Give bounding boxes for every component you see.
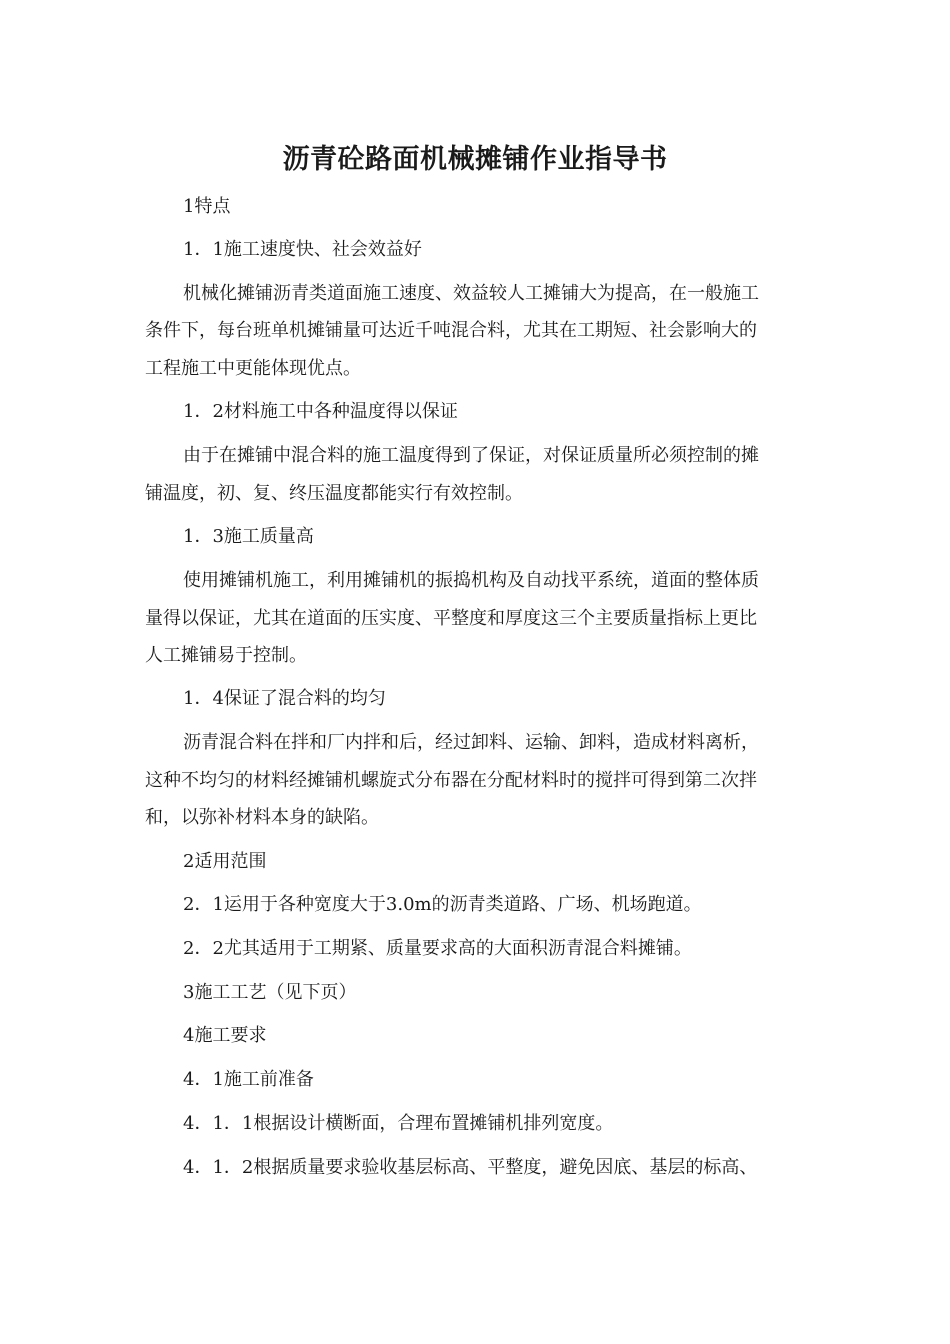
paragraph-line: 由于在摊铺中混合料的施工温度得到了保证，对保证质量所必须控制的摊 <box>183 445 759 466</box>
paragraph-line: 机械化摊铺沥青类道面施工速度、效益较人工摊铺大为提高，在一般施工 <box>183 283 759 304</box>
heading-3: 3施工工艺（见下页） <box>183 982 357 1003</box>
heading-1-1: 1．1施工速度快、社会效益好 <box>183 239 422 260</box>
paragraph-line: 量得以保证，尤其在道面的压实度、平整度和厚度这三个主要质量指标上更比 <box>145 608 757 629</box>
heading-4: 4施工要求 <box>183 1025 267 1046</box>
paragraph-line: 人工摊铺易于控制。 <box>145 645 307 666</box>
paragraph-line: 使用摊铺机施工，利用摊铺机的振捣机构及自动找平系统，道面的整体质 <box>183 570 759 591</box>
heading-4-1: 4．1施工前准备 <box>183 1069 314 1090</box>
heading-1-3: 1．3施工质量高 <box>183 526 314 547</box>
paragraph-line: 铺温度，初、复、终压温度都能实行有效控制。 <box>145 483 523 504</box>
list-item: 2．1运用于各种宽度大于3.0m的沥青类道路、广场、机场跑道。 <box>183 894 702 915</box>
paragraph-line: 工程施工中更能体现优点。 <box>145 358 361 379</box>
paragraph-line: 这种不均匀的材料经摊铺机螺旋式分布器在分配材料时的搅拌可得到第二次拌 <box>145 770 757 791</box>
paragraph-line: 和，以弥补材料本身的缺陷。 <box>145 807 379 828</box>
paragraph-line: 沥青混合料在拌和厂内拌和后，经过卸料、运输、卸料，造成材料离析， <box>183 732 759 753</box>
heading-1: 1特点 <box>183 196 231 217</box>
heading-2: 2适用范围 <box>183 851 267 872</box>
list-item: 4．1．2根据质量要求验收基层标高、平整度，避免因底、基层的标高、 <box>183 1157 758 1178</box>
heading-1-4: 1．4保证了混合料的均匀 <box>183 688 386 709</box>
paragraph-line: 条件下，每台班单机摊铺量可达近千吨混合料，尤其在工期短、社会影响大的 <box>145 320 757 341</box>
list-item: 2．2尤其适用于工期紧、质量要求高的大面积沥青混合料摊铺。 <box>183 938 692 959</box>
document-title: 沥青砼路面机械摊铺作业指导书 <box>282 144 668 175</box>
list-item: 4．1．1根据设计横断面，合理布置摊铺机排列宽度。 <box>183 1113 614 1134</box>
heading-1-2: 1．2材料施工中各种温度得以保证 <box>183 401 458 422</box>
